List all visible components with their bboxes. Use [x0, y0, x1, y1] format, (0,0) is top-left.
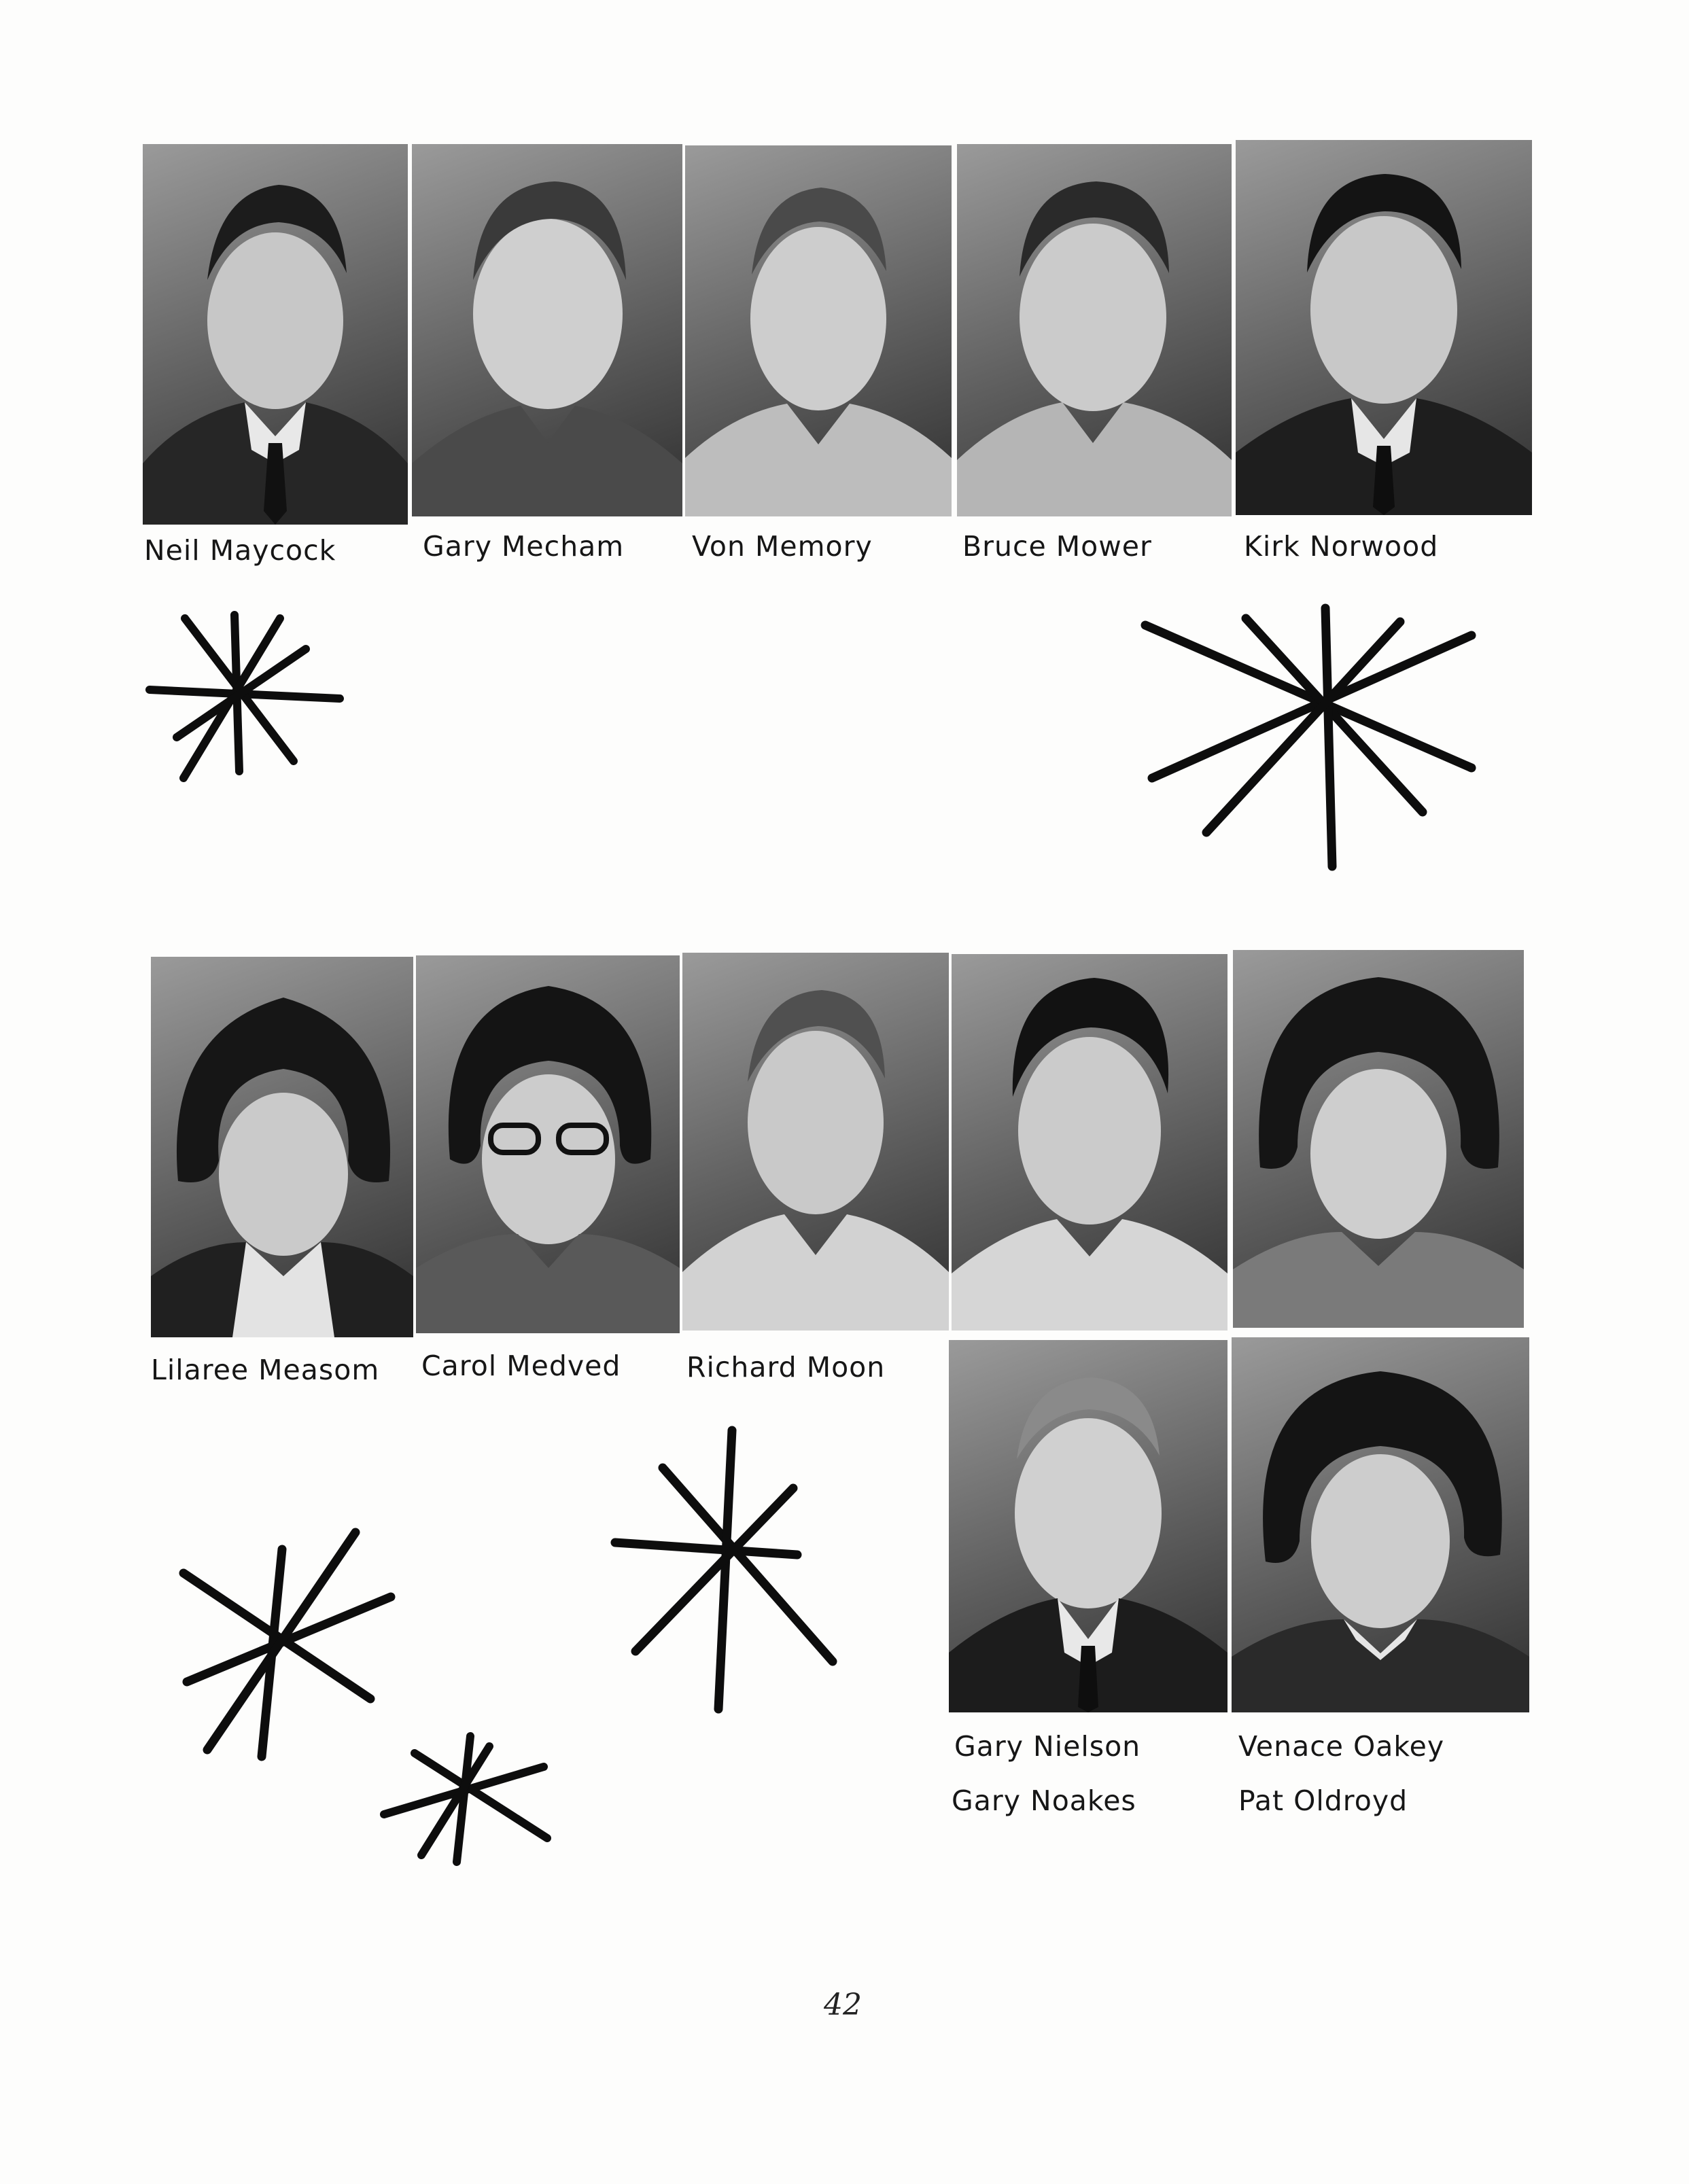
name-gary-mecham: Gary Mecham: [423, 530, 625, 563]
name-gary-noakes: Gary Noakes: [952, 1784, 1136, 1817]
asterisk-star-icon: [136, 598, 353, 795]
portrait-gary-nielson: [949, 1340, 1227, 1712]
portrait-bruce-mower: [957, 144, 1232, 516]
portrait-kirk-norwood: [1236, 140, 1532, 515]
name-von-memory: Von Memory: [692, 530, 873, 563]
asterisk-star-icon: [602, 1420, 839, 1719]
name-carol-medved: Carol Medved: [421, 1350, 621, 1382]
name-bruce-mower: Bruce Mower: [962, 530, 1152, 563]
portrait-venace-oakey: [1232, 1337, 1529, 1712]
page-number: 42: [824, 1988, 862, 2022]
asterisk-star-icon: [1132, 598, 1485, 883]
name-richard-moon: Richard Moon: [686, 1351, 886, 1384]
name-gary-nielson: Gary Nielson: [954, 1730, 1141, 1763]
portrait-gary-nielson-top: [952, 954, 1227, 1331]
portrait-gary-mecham: [412, 144, 682, 516]
name-pat-oldroyd: Pat Oldroyd: [1238, 1784, 1408, 1817]
portrait-venace-oakey-top: [1233, 950, 1524, 1328]
portrait-lilaree-measom: [151, 957, 413, 1337]
asterisk-star-icon: [173, 1522, 398, 1767]
name-lilaree-measom: Lilaree Measom: [151, 1354, 380, 1386]
name-kirk-norwood: Kirk Norwood: [1244, 530, 1439, 563]
portrait-carol-medved: [416, 955, 680, 1333]
portrait-von-memory: [685, 145, 952, 516]
asterisk-star-icon: [374, 1726, 557, 1869]
name-venace-oakey: Venace Oakey: [1238, 1730, 1445, 1763]
portrait-neil-maycock: [143, 144, 408, 525]
portrait-richard-moon: [682, 953, 949, 1331]
name-neil-maycock: Neil Maycock: [144, 534, 336, 567]
